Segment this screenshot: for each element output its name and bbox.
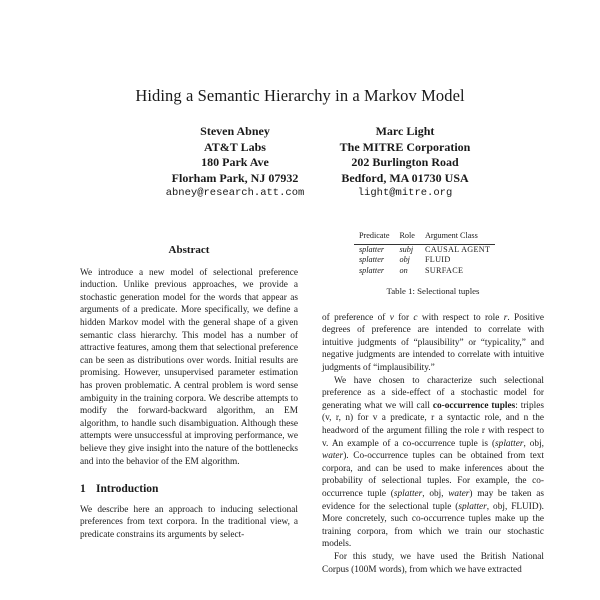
text-run: . Positive degrees of preference are intended to correlate with intuitive judgments of “plausibility” or “typicality,” and negative judgments are intended to correlate with intuitive judgments of “implausibility.” xyxy=(322,312,544,374)
table-cell: FLUID xyxy=(424,255,451,265)
section-heading xyxy=(80,483,298,496)
text-run: splatter xyxy=(495,438,524,449)
paper-title: Hiding a Semantic Hierarchy in a Markov Model xyxy=(135,86,465,105)
text-run: , obj, xyxy=(422,489,449,499)
text-run: splatter xyxy=(458,501,487,512)
abstract-text: We introduce a new model of selectional preference induction. Unlike previous approaches, we provide a stochastic generation model for the words that appear as arguments of a predicate. More specifically, we define a hidden Markov model with the general shape of a given semantic class hierarchy. This model has a number of attractive features, among them that selectional preference can be seen as distributions over words. Initial results are promising. However, unsupervised parameter estimation has proven problematic. A central problem is word sense ambiguity in the training corpora. We describe attempts to modify the forward-backward algorithm, an EM algorithm, to handle such disambiguation. Although these attempts were unsuccessful at improving performance, we believe they give insight into the nature of the bottlenecks and into the behavior of the EM algorithm. xyxy=(80,267,298,467)
author-1 xyxy=(150,124,320,202)
body-paragraph: For this study, we have used the British National Corpus (100M words), from which we have extracted xyxy=(322,551,544,575)
table-cell: on xyxy=(399,265,408,275)
text-run: c xyxy=(413,312,418,323)
text-run: with respect to role xyxy=(417,312,504,323)
table-header: Argument Class xyxy=(420,230,495,244)
body-paragraph xyxy=(322,375,544,551)
right-column xyxy=(322,230,544,576)
text-run: water xyxy=(448,489,470,499)
author-affiliation: AT&T Labs xyxy=(204,139,266,154)
table-header: Role xyxy=(394,230,419,244)
table-cell: CAUSAL AGENT xyxy=(424,244,491,254)
table-row xyxy=(354,266,495,277)
text-run: ) may be taken as evidence for the selectional tuple ( xyxy=(322,489,544,512)
text-run: r xyxy=(503,312,508,323)
table-row xyxy=(354,255,495,266)
author-name: Steven Abney xyxy=(200,124,270,138)
text-run: v xyxy=(389,312,394,323)
table-header-row xyxy=(354,230,495,244)
table-cell: splatter xyxy=(359,265,385,275)
table-header: Predicate xyxy=(354,230,394,244)
text-run: , obj, xyxy=(523,438,544,449)
author-address: Bedford, MA 01730 USA xyxy=(341,170,469,185)
author-block xyxy=(150,124,490,202)
author-email: light@mitre.org xyxy=(357,187,453,199)
intro-text: We describe here an approach to inducing selectional preferences from text corpora. In the traditional view, a predicate constrains its arguments by select- xyxy=(80,504,298,540)
author-2 xyxy=(320,124,490,202)
author-address: 180 Park Ave xyxy=(201,155,269,169)
author-email: abney@research.att.com xyxy=(165,187,305,199)
text-run: We have chosen to characterize such selectional preference as a side-effect of a stochastic model for generating what we will call xyxy=(322,375,544,411)
table-row xyxy=(354,244,495,255)
selectional-tuples-table xyxy=(354,230,495,276)
text-run: : triples (v, r, n) for v a predicate, r a syntactic role, and n the headword of the argument filling the role r with respect to v. An example of a co-occurrence tuple is ( xyxy=(322,400,544,449)
table-cell: subj xyxy=(399,244,414,254)
table-cell: SURFACE xyxy=(424,265,464,275)
text-run: ). Co-occurrence tuples can be obtained from text corpora, and can be used to make inferences about the probability of selectional tuples. For example, the co-occurrence tuple ( xyxy=(322,451,544,499)
table-caption: Table 1: Selectional tuples xyxy=(386,286,480,297)
author-address: Florham Park, NJ 07932 xyxy=(171,170,299,185)
table-cell: splatter xyxy=(359,255,385,265)
text-run: of preference of xyxy=(322,312,390,323)
text-run: for xyxy=(393,312,414,323)
body-paragraph xyxy=(322,312,544,375)
text-run: splatter xyxy=(393,489,423,499)
text-run: co-occurrence tuples xyxy=(432,400,516,411)
table-cell: splatter xyxy=(359,244,385,254)
author-affiliation: The MITRE Corporation xyxy=(339,139,471,154)
text-run: water xyxy=(322,451,344,462)
abstract-heading: Abstract xyxy=(168,244,210,256)
section-title: Introduction xyxy=(96,483,159,496)
author-name: Marc Light xyxy=(375,124,435,138)
text-run: , obj, FLUID). More concretely, such co-occurrence tuples make up the training corpora, from which we train our stochastic models. xyxy=(322,501,544,550)
table-cell: obj xyxy=(399,255,410,265)
author-address: 202 Burlington Road xyxy=(351,155,459,169)
left-column xyxy=(80,244,298,541)
section-number: 1 xyxy=(80,483,86,496)
